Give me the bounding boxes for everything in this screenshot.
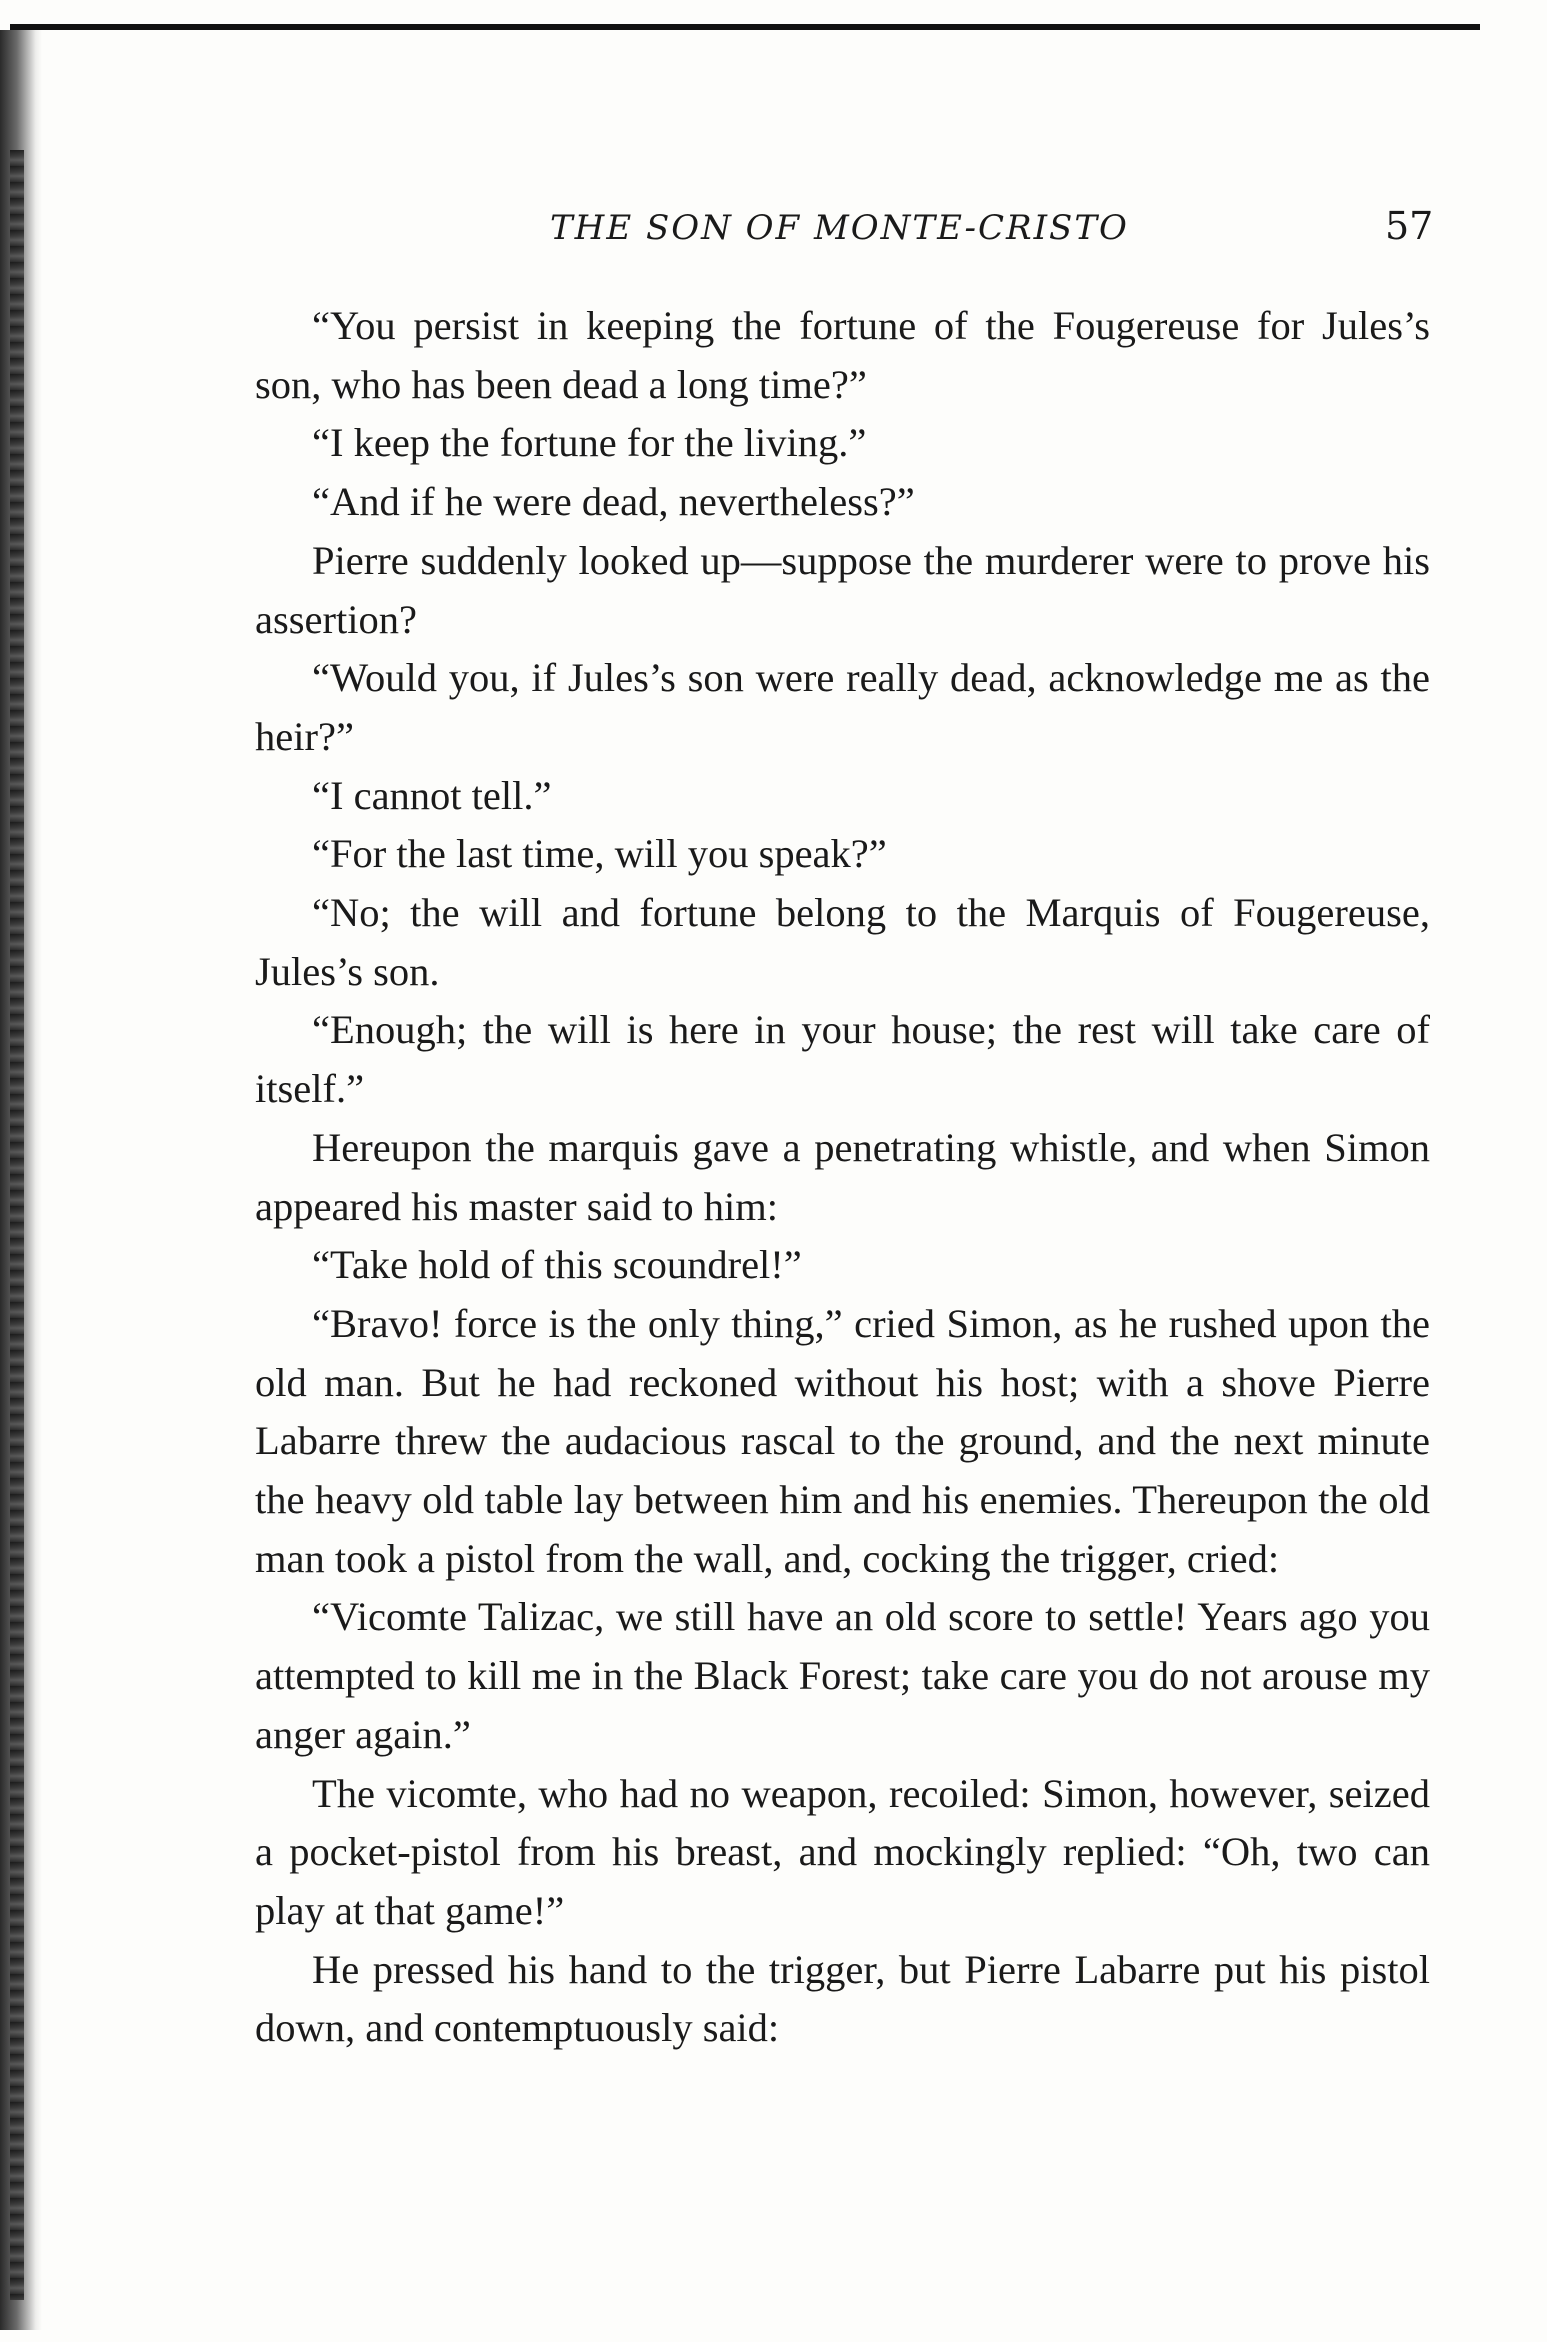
page-number: 57 — [1385, 204, 1434, 248]
paragraph: “Vicomte Talizac, we still have an old score to settle! Years ago you attempted to kill me in the Black Forest; take care you do not arouse my anger again.” — [255, 1594, 1430, 1757]
binding-edge-texture — [10, 150, 24, 2300]
paragraph: He pressed his hand to the trigger, but Pierre Labarre put his pistol down, and contemptuously said: — [255, 1946, 1430, 2051]
paragraph: “Take hold of this scoundrel!” — [312, 1242, 802, 1288]
body-text — [255, 297, 1430, 2058]
paragraph: “And if he were dead, nevertheless?” — [312, 479, 915, 525]
page-header — [0, 204, 1547, 268]
paragraph: “I cannot tell.” — [312, 772, 552, 818]
paragraph: The vicomte, who had no weapon, recoiled: Simon, however, seized a pocket-pistol from his breast, and mockingly replied: “Oh, two can play at that game!” — [255, 1770, 1430, 1933]
paragraph: “For the last time, will you speak?” — [312, 831, 887, 877]
paragraph: Pierre suddenly looked up—suppose the murderer were to prove his assertion? — [255, 537, 1430, 642]
binding-edge-shadow — [0, 30, 42, 2330]
paragraph: “No; the will and fortune belong to the Marquis of Fougereuse, Jules’s son. — [255, 890, 1430, 994]
paragraph: “I keep the fortune for the living.” — [312, 420, 867, 466]
paragraph: “Enough; the will is here in your house; the rest will take care of itself.” — [255, 1007, 1430, 1112]
paragraph: “Would you, if Jules’s son were really dead, acknowledge me as the heir?” — [255, 655, 1430, 759]
running-title: THE SON OF MONTE-CRISTO — [550, 208, 1129, 248]
paragraph: “Bravo! force is the only thing,” cried Simon, as he rushed upon the old man. But he had reckoned without his host; with a shove Pierre Labarre threw the audacious rascal to the ground, and the next minute the heavy old table lay between him and his enemies. Thereupon the old man took a pistol from the wall, and, cocking the trigger, cried: — [255, 1300, 1430, 1581]
paragraph: Hereupon the marquis gave a penetrating whistle, and when Simon appeared his master said to him: — [255, 1124, 1430, 1229]
top-border-rule — [10, 24, 1480, 30]
paragraph: “You persist in keeping the fortune of the Fougereuse for Jules’s son, who has been dead a long time?” — [255, 303, 1430, 407]
